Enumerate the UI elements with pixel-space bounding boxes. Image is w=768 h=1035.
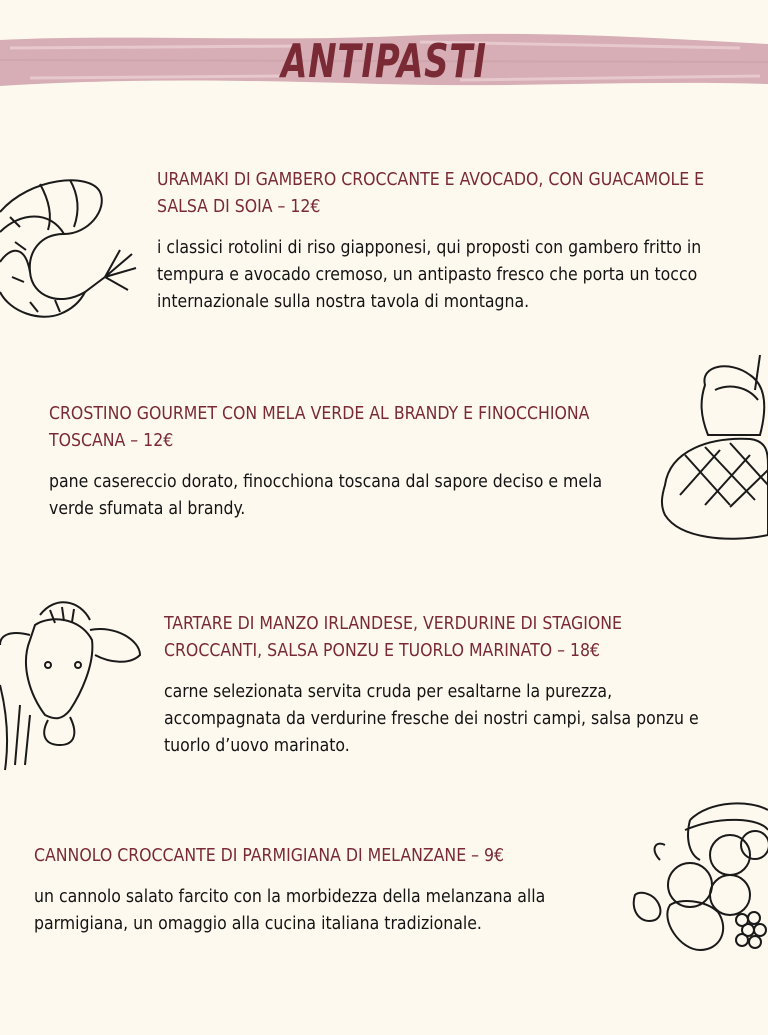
header-banner [0, 28, 768, 98]
item-description: i classici rotolini di riso giapponesi, qui proposti con gambero fritto in tempura e avocado cremoso, un antipasto fresco che porta un tocco internazionale sulla nostra tavola di montagna. [157, 238, 702, 312]
item-title: CROSTINO GOURMET CON MELA VERDE AL BRANDY E FINOCCHIONA TOSCANA – 12€ [49, 404, 590, 451]
cow-icon [0, 595, 145, 775]
menu-item-crostino [49, 401, 629, 523]
menu-item-uramaki [157, 167, 732, 316]
item-title: CANNOLO CROCCANTE DI PARMIGIANA DI MELANZANE – 9€ [34, 846, 505, 866]
page-title: ANTIPASTI [281, 34, 487, 88]
menu-item-cannolo [34, 843, 614, 938]
item-description: un cannolo salato farcito con la morbidezza della melanzana alla parmigiana, un omaggio alla cucina italiana tradizionale. [34, 887, 546, 934]
vegetable-basket-icon [630, 800, 768, 960]
bread-icon [660, 355, 768, 545]
item-title: URAMAKI DI GAMBERO CROCCANTE E AVOCADO, CON GUACAMOLE E SALSA DI SOIA – 12€ [157, 170, 705, 217]
item-description: carne selezionata servita cruda per esaltarne la purezza, accompagnata da verdurine fresche dei nostri campi, salsa ponzu e tuorlo d’uovo marinato. [164, 682, 699, 756]
item-description: pane casereccio dorato, finocchiona toscana dal sapore deciso e mela verde sfumata al brandy. [49, 472, 603, 519]
shrimp-icon [0, 172, 140, 337]
menu-item-tartare [164, 611, 724, 760]
item-title: TARTARE DI MANZO IRLANDESE, VERDURINE DI STAGIONE CROCCANTI, SALSA PONZU E TUORLO MARINATO – 18€ [164, 614, 622, 661]
